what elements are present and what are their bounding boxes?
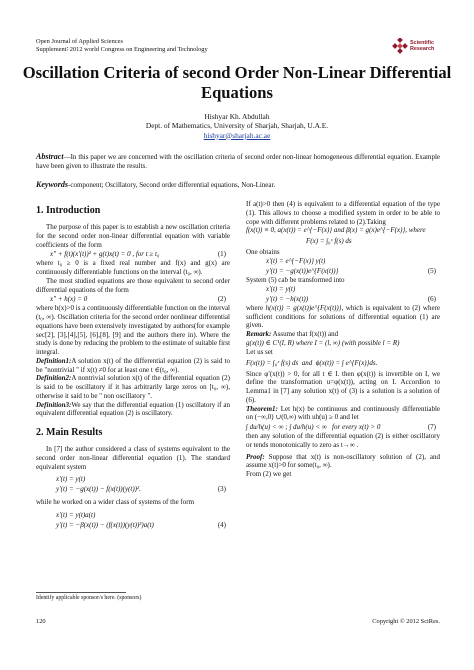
definition-1 xyxy=(36,357,230,375)
definition-1-text: A solution x(t) of the differential equation (2) is said to be "nontrivial " if x(t) ≠0 for at least one t ∈(t₀, ∞). xyxy=(36,356,230,374)
main-results-paragraph-2: while he worked on a wider class of systems of the form xyxy=(36,498,195,507)
intro-paragraph-3: The most studied equations are those equivalent to second order differential equations of the form xyxy=(36,276,230,294)
system-3-line-2: y′(t) = −g(x(t)) − f(x(t))(y(t))². xyxy=(56,485,141,494)
remark xyxy=(246,330,440,339)
remark-label: Remark: xyxy=(246,330,272,338)
right-column xyxy=(246,200,440,479)
h-definition: h(x(t)) = g(x(t))e^{F(x(t))} xyxy=(265,303,342,312)
system-4 xyxy=(36,511,230,530)
equation-7-body: ∫ du/h(u) < ∞ ; ∫ du/h(u) < ∞ for every x(t) > 0 xyxy=(246,423,381,431)
logo-line-1: Scientific xyxy=(410,40,434,46)
page-number: 120 xyxy=(36,618,46,625)
system-5-line-2: y′(t) = −g(x(t))e^{F(x(t))} xyxy=(266,267,339,275)
system-4-number: (4) xyxy=(217,521,226,529)
right-paragraph-1: If a(t)>0 then (4) is equivalent to a differential equation of the type (1). This allows to choose a modified system in order to be able to cope with different problems related to (2).Taking xyxy=(246,200,440,226)
journal-header xyxy=(36,38,208,54)
author-block xyxy=(20,112,454,140)
right-paragraph-5: Let us set xyxy=(246,347,273,356)
system-3-number: (3) xyxy=(217,485,226,494)
system-6-line-1: x′(t) = y(t) xyxy=(266,284,296,293)
intro-paragraph-4: where h(x)>0 is a continuously differentiable function on the interval (t₀, ∞). Oscillation criteria for the second order nonlinear differential equations have been extensively investigated by authors(for example sec[2], [3],[4],[5], [6],[8], [9] and the authors there in). Where the study is done by reducing the problem to the estimate of suitable first integral. xyxy=(36,304,231,356)
definition-2 xyxy=(36,374,230,400)
author-name: Hishyar Kh. Abdullah xyxy=(204,112,270,121)
sponsor-footnote: Identify applicable sponsor/s here. (sponsors) xyxy=(36,595,142,601)
right-paragraph-8: From (2) we get xyxy=(246,470,292,478)
system-6-number: (6) xyxy=(427,294,436,303)
equation-1-number: (1) xyxy=(217,250,226,259)
theorem-1-label: Theorem1: xyxy=(246,404,278,413)
definition-3-label: Definition3: xyxy=(36,400,72,409)
proof-text: Suppose that x(t) is non-oscillatory solution of (2), and assume x(t)>0 for some(t₀, ∞). xyxy=(246,452,440,470)
definition-2-text: A nontrivial solution x(t) of the differential equation (2) is said to be oscillatory if it has arbitrarily large zeros on [t₀, ∞), otherwise it said to be " non oscillatory ". xyxy=(36,374,230,400)
journal-name: Open Journal of Applied Sciences xyxy=(36,38,123,45)
equation-taking: f(x(t)) ≡ 0, a(x(t)) = e^{−F(x)} and β(x) = g(x)e^{−F(x)}, where xyxy=(246,226,426,235)
keywords-label: Keywords xyxy=(36,180,68,189)
where-text: where xyxy=(246,303,264,312)
title-line-2: Equations xyxy=(201,82,273,102)
journal-supplement: Supplement∶ 2012 world Congress on Engineering and Technology xyxy=(36,46,208,54)
section-main-results-heading: 2. Main Results xyxy=(36,427,103,438)
publisher-logo xyxy=(392,36,442,58)
equation-1-body: x″ + f(t)(x′(t))² + g(t)x(t) = 0 , for t ≥ t₀ xyxy=(50,250,160,259)
right-paragraph-4-tail: , which is equivalent to (2) where sufficient conditions for solutions of differential equation (1) are given. xyxy=(246,303,441,330)
equation-2 xyxy=(36,294,230,304)
equation-phi: F(x(t)) = ∫₀ˣ f(s) ds and ϕ(x(t)) = ∫ e^{F(x)}ds. xyxy=(246,358,378,367)
right-paragraph-3: System (5) cab be transformed into xyxy=(246,276,345,284)
intro-paragraph-2: where t₀ ≥ 0 is a fixed real number and f(x) and g(x) are continuously differentiable functions on the interval (t₀, ∞). xyxy=(36,259,230,276)
equation-1 xyxy=(36,249,230,259)
right-paragraph-2: One obtains xyxy=(246,248,280,257)
title-line-1: Oscillation Criteria of second Order Non-Linear Differential xyxy=(22,63,452,82)
scientific-research-logo-icon xyxy=(392,38,408,54)
definition-3 xyxy=(36,401,230,419)
proof-label: Proof: xyxy=(246,452,265,461)
right-paragraph-4 xyxy=(246,304,440,330)
system-4-line-1: x′(t) = y(t)a(t) xyxy=(56,511,96,519)
author-affiliation: Dept. of Mathematics, University of Sharjah, Sharjah, U.A.E. xyxy=(145,121,329,131)
right-paragraph-6: Since φ′(x(t)) > 0, for all t ∈ I. then φ(x(t)) is invertible on I, we define the transformation u=φ(x(t)), acting on I. Accordion to Lemma1 in [7] any solution x(t) of (3) is a solution is a solution of (6). xyxy=(246,369,440,404)
section-introduction-heading: 1. Introduction xyxy=(36,205,101,216)
equation-2-body: x″ + h(x) = 0 xyxy=(50,295,88,304)
paper-title xyxy=(20,63,454,102)
system-6 xyxy=(246,285,440,304)
system-3-line-1: x′(t) = y(t) xyxy=(56,475,86,484)
logo-line-2: Research xyxy=(410,46,435,53)
keywords-text: -component; Oscillatory, Second order differential equations, Non-Linear. xyxy=(68,181,276,189)
right-paragraph-7: then any solution of the differential equation (2) is either oscillatory or tends monotonically to zero as t→∞ . xyxy=(246,432,440,449)
footnote-rule xyxy=(36,592,126,593)
definition-3-text: We say that the differential equation (1) oscillatory if an equivalent differential equation (2) is oscillatory. xyxy=(36,400,230,418)
system-5-number: (5) xyxy=(427,267,436,275)
logo-text xyxy=(410,40,434,53)
copyright-notice: Copyright © 2012 SciRes. xyxy=(372,618,440,625)
abstract xyxy=(36,152,440,171)
system-6-line-2: y′(t) = −h(x(t)) xyxy=(266,294,309,303)
author-email-link[interactable]: hishyar@sharjah.ac.ae xyxy=(203,130,271,140)
definition-1-label: Definition1: xyxy=(36,356,72,365)
remark-equation: g(x(t)) ∈ C¹(I, R) where I = (l, ∞) (with possible l = R) xyxy=(246,338,400,347)
equation-7-number: (7) xyxy=(427,423,436,431)
theorem-1 xyxy=(246,405,440,423)
remark-text: Assume that f(x(t)) and xyxy=(272,330,339,338)
system-3 xyxy=(36,475,230,494)
intro-paragraph-1: The purpose of this paper is to establish a new oscillation criteria for the second order non-linear differential equation with variable coefficients of the form xyxy=(36,223,230,249)
proof xyxy=(246,453,440,471)
main-results-paragraph-1: In [7] the author considered a class of systems equivalent to the second order non-linear differential equation (1). The standard equivalent system xyxy=(36,445,230,471)
left-column xyxy=(36,200,230,534)
system-4-line-2: y′(t) = −β(x(t)) − (f(x(t))(y(t))²)a(t) xyxy=(56,521,154,529)
equation-7 xyxy=(246,422,440,432)
system-5-line-1: x′(t) = e^{−F(x)} y(t) xyxy=(266,257,326,265)
abstract-text: —In this paper we are concerned with the oscillation criteria of second order non-linear homogeneous differential equation. Example have been given to illustrate the results. xyxy=(36,153,440,170)
keywords xyxy=(36,180,440,190)
abstract-label: Abstract xyxy=(36,152,64,161)
equation-2-number: (2) xyxy=(217,295,226,304)
system-5 xyxy=(246,257,440,276)
equation-F-definition: F(x) = ∫₀ˣ f(s) ds xyxy=(306,237,352,246)
theorem-1-text: Let h(x) be continuous and continuously differentiable on (−∞,0) ∪(0,∞) with uh(u) ≥ 0 and let xyxy=(246,404,441,422)
definition-2-label: Definition2: xyxy=(36,374,72,383)
